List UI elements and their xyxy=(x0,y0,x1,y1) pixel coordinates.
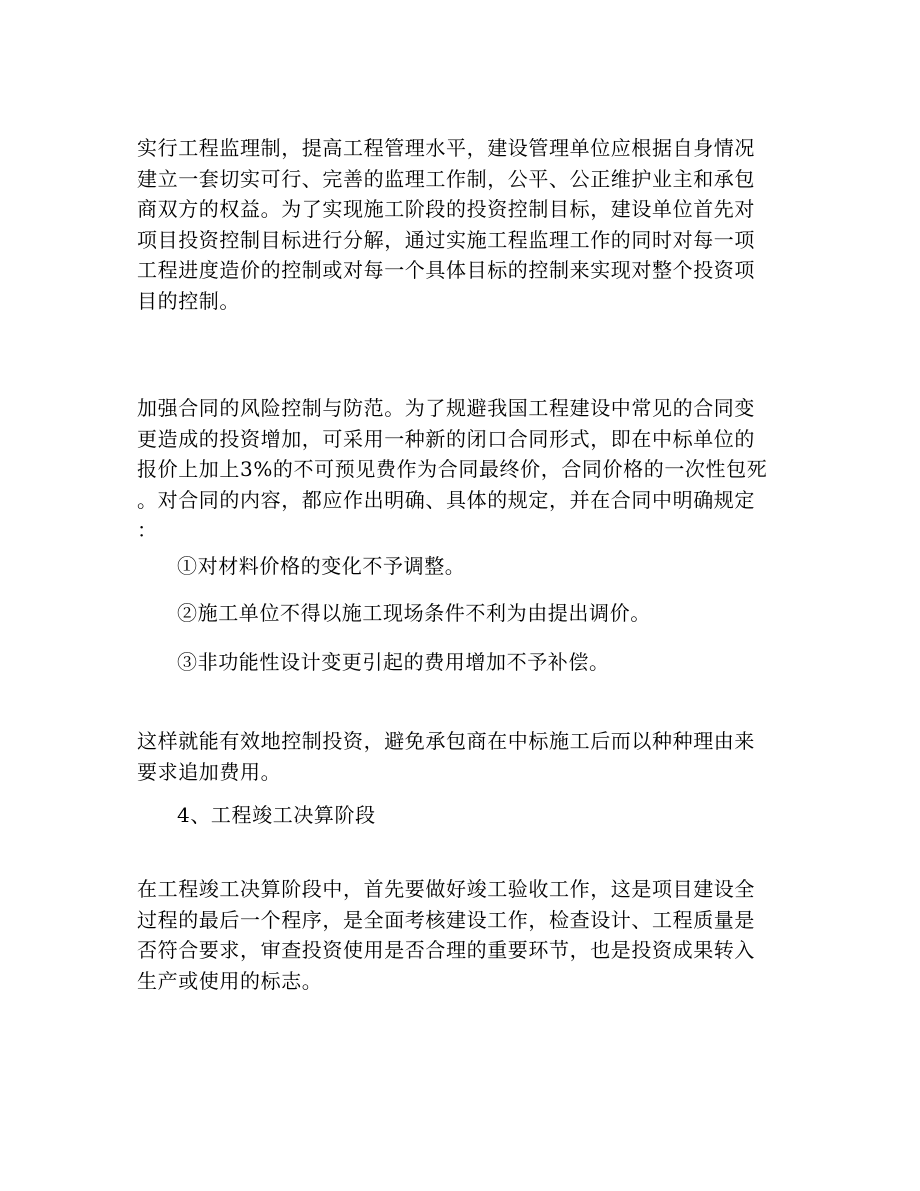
paragraph-completion-acceptance: 在工程竣工决算阶段中，首先要做好竣工验收工作，这是项目建设全 过程的最后一个程序，是全面考核建设工作，检查设计、工程质量是 否符合要求，审查投资使用是否合理的重要环节，也是投资成果转入 生产或使用的标志。 xyxy=(137,877,755,993)
paragraph-contract-risk-control: 加强合同的风险控制与防范。为了规避我国工程建设中常见的合同变 更造成的投资增加，可采用一种新的闭口合同形式，即在中标单位的 报价上加上3%的不可预见费作为合同最终价，合同价格的一次性包死 。对合同的内容，都应作出明确、具体的规定，并在合同中明确规定 ： xyxy=(137,396,768,542)
list-item-design-changes: ③非功能性设计变更引起的费用增加不予补偿。 xyxy=(177,650,610,674)
paragraph-project-supervision: 实行工程监理制，提高工程管理水平，建设管理单位应根据自身情况 建立一套切实可行、完善的监理工作制，公平、公正维护业主和承包 商双方的权益。为了实现施工阶段的投资控制目标，建设单位首先对 项目投资控制目标进行分解，通过实施工程监理工作的同时对每一项 工程进度造价的控制或对每一个具体目标的控制来实现对整个投资项 目的控制。 xyxy=(137,136,755,313)
section-heading-final-accounts: 4、工程竣工决算阶段 xyxy=(177,803,376,827)
paragraph-investment-control: 这样就能有效地控制投资，避免承包商在中标施工后而以种种理由来 要求追加费用。 xyxy=(137,729,755,784)
list-item-material-price: ①对材料价格的变化不予调整。 xyxy=(177,554,466,578)
list-item-site-conditions: ②施工单位不得以施工现场条件不利为由提出调价。 xyxy=(177,601,651,625)
